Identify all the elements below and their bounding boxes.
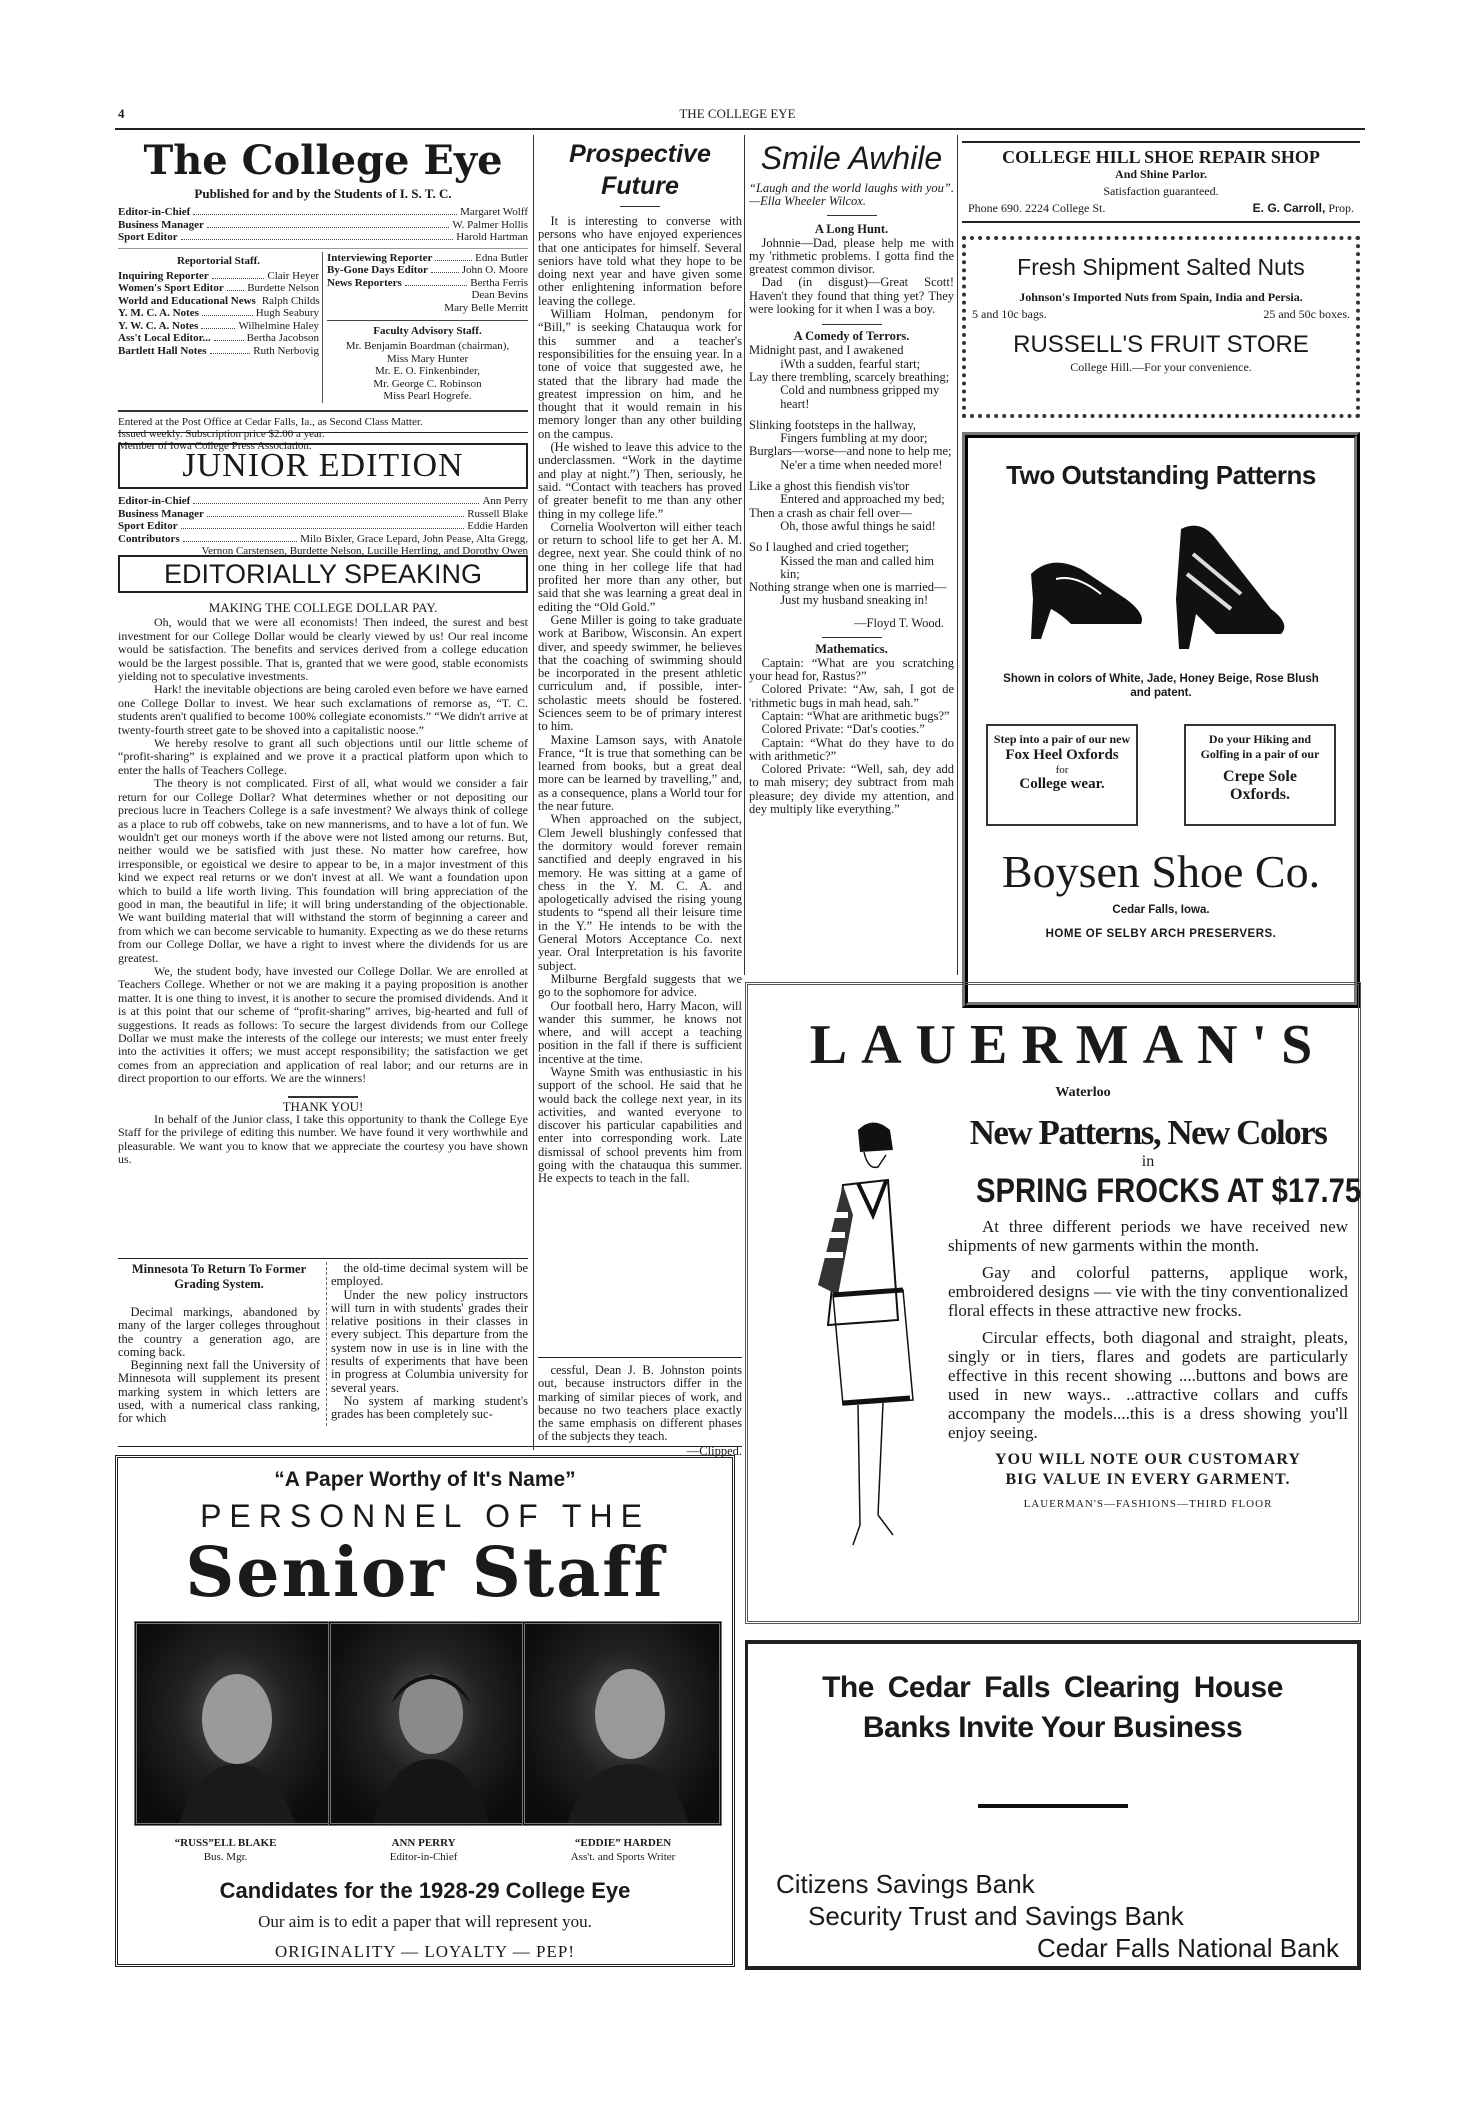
lauerman-body: [948, 1217, 1348, 1442]
caption-name: ANN PERRY: [391, 1837, 456, 1849]
text-line: the old-time decimal system will be employed.: [331, 1262, 528, 1289]
text-line: The theory is not complicated. First of all, what would we consider a fair return for our College Dollar? What determines whether or not depositing our precious lucre in Teachers College is a safe investment? We always think of college as a place to rub off cobwebs, take on new mannerisms, and to have a lot of fun. We wouldn't get our moneys worth if the above were not listed among our returns. But, neither would we be satisfied with just these. No matter how carefree, how irresponsible, or egoistical we desire to appear to be, in a major investment of this kind we expect real returns or we don't invest at all. We want a foundation upon which to build a life worth living. This foundation will bring appreciation of the good in man, the beautiful in life; it will bring understanding of the objectionable. We want building material that will withstand the storm of beginning a career and from which we can become servicable to humanity. Expecting as we do these returns from our College Dollar, we have a right to invest where the dividends for us are greatest.: [118, 776, 528, 965]
staff-row: [118, 282, 319, 295]
poem-line: Fingers fumbling at my door;: [780, 431, 928, 446]
staff-role: Sport Editor: [118, 520, 178, 532]
staff-role: Business Manager: [118, 507, 204, 520]
nuts-bags: 5 and 10c bags.: [972, 307, 1047, 321]
staff-role: Inquiring Reporter: [118, 269, 209, 282]
poem-line: Cold and numbness gripped my heart!: [780, 383, 940, 411]
staff-name: John O. Moore: [461, 264, 528, 276]
page-number: 4: [118, 106, 125, 121]
text-line: Wayne Smith was enthusiastic in his support of the school. He said that he would back the college next year, in its activities, and wanted everyone to discover his particular capabilities and enter into corresponding work. Late dismissal of school prevents him from going with the chatauqua this summer. He expects to teach in the fall.: [538, 1065, 742, 1186]
banks-headline-line1: The Cedar Falls Clearing House: [822, 1671, 1283, 1704]
junior-staff-list: [118, 495, 528, 545]
leader-dots: [202, 307, 253, 316]
photo-russell-blake: [134, 1621, 334, 1826]
divider: [538, 1357, 742, 1358]
text-line: Dean Bevins: [471, 289, 528, 301]
fox-heel-name: Fox Heel Oxfords: [1005, 747, 1119, 763]
crepe-sole-name: Crepe Sole Oxfords.: [1223, 768, 1297, 803]
staff-row: [118, 332, 319, 345]
bank-cedar-falls-national: Cedar Falls National Bank: [1036, 1933, 1339, 1963]
staff-row: [118, 295, 319, 308]
junior-edition-banner: JUNIOR EDITION: [118, 443, 528, 489]
text-line: Mr. E. O. Finkenbinder,: [375, 365, 480, 377]
staff-row: [118, 508, 528, 521]
faculty-list: [327, 340, 528, 403]
senior-staff-ad: [115, 1455, 735, 1967]
nuts-store-name: RUSSELL'S FRUIT STORE: [1013, 331, 1309, 358]
shoe-icon: [1031, 563, 1142, 639]
staff-role: Editor-in-Chief: [118, 206, 191, 218]
caption-role: Ass't. and Sports Writer: [570, 1851, 676, 1863]
minnesota-continued: [538, 1364, 742, 1459]
staff-row: [118, 231, 528, 244]
text-line: Issued weekly. Subscription price $2.00 a year.: [118, 427, 325, 440]
text-line: When approached on the subject, Clem Jewell blushingly confessed that the dormitory would forever remain sanctified and deeply engraved in his memory. He was sitting at a game of chess in the Y. M. C. A. and apologetically advised the rising young students to “spend all their leisure time in the Y.” He intends to be with the General Motors Acceptance Co. next year. Oral Interpretation is his favorite subject.: [538, 812, 742, 973]
russells-fruit-store-ad: [962, 236, 1360, 418]
leader-dots: [193, 206, 457, 215]
caption-role: Bus. Mgr.: [203, 1851, 248, 1863]
staff-row: [118, 320, 319, 333]
boysen-title: Two Outstanding Patterns: [1006, 460, 1316, 490]
text-line: (He wished to leave this advice to the underclassmen. “Work in the daytime and play at night.”) Then, seriously, he said. “Contact with teachers has proved of greater benefit to me than any other thing in my college life.”: [538, 440, 742, 521]
staff-row: [118, 307, 319, 320]
text-line: Member of Iowa College Press Association.: [118, 439, 312, 452]
staff-row: [118, 495, 528, 508]
senior-aim: Our aim is to edit a paper that will represent you.: [258, 1912, 592, 1931]
shoe-repair-ad: [962, 141, 1360, 223]
staff-name: Eddie Harden: [467, 520, 528, 532]
staff-role: Women's Sport Editor: [118, 282, 224, 294]
senior-motto: ORIGINALITY — LOYALTY — PEP!: [275, 1942, 575, 1961]
staff-name: Harold Hartman: [456, 231, 528, 243]
poem-line: Ne'er a time when needed more!: [780, 457, 943, 472]
shoe-repair-owner: E. G. Carroll,: [1252, 201, 1326, 215]
lauermans-ad: [745, 982, 1361, 1624]
thanks-text: In behalf of the Junior class, I take this opportunity to thank the College Eye Staff for the privilege of editing this number. We have found it very worthwhile and pleasurable. We want you to know that we appreciate the courtesy you have shown us.: [118, 1112, 528, 1167]
senior-line2: Senior Staff: [185, 1533, 665, 1613]
text-line: At three different periods we have received new shipments of new garments within the month.: [948, 1217, 1348, 1255]
text-line: Captain: “What are arithmetic bugs?”: [761, 708, 950, 723]
poem-line: Entered and approached my bed;: [780, 492, 945, 507]
staff-row: [118, 533, 528, 546]
poem-credit: —Floyd T. Wood.: [854, 615, 944, 630]
staff-row: [118, 345, 319, 358]
staff-name: W. Palmer Hollis: [452, 218, 528, 231]
staff-role: By-Gone Days Editor: [327, 264, 428, 276]
text-line: Circular effects, both diagonal and straight, pleats, singly or in tiers, flares and godets are particularly effective in this recent showing ....buttons and bows are used in new ways.. ..attractive collars and cuffs accompany the models....this is a dress showing you'll enjoy seeing.: [948, 1328, 1348, 1442]
column-divider: [744, 135, 745, 975]
boysen-footer: HOME OF SELBY ARCH PRESERVERS.: [1045, 928, 1277, 940]
text-line: Miss Pearl Hogrefe.: [383, 390, 472, 402]
text-line: Entered at the Post Office at Cedar Falls, Ia., as Second Class Matter.: [118, 415, 423, 428]
text-line: Colored Private: “Well, sah, dey add to mah misery; dey subtract from mah pleasure; dey divide my attention, and dey multiply like everything.”: [749, 762, 954, 816]
staff-name: Bertha Jacobson: [246, 332, 319, 344]
staff-name: Ruth Nerbovig: [253, 344, 319, 357]
shoe-repair-tagline: Satisfaction guaranteed.: [1103, 184, 1219, 198]
poem-line: So I laughed and cried together;: [749, 540, 910, 555]
text-line: Beginning next fall the University of Minnesota will supplement its present marking system in which letters are used, with a numerical class ranking, for which: [118, 1358, 320, 1426]
staff-role: Bartlett Hall Notes: [118, 344, 207, 357]
poem-line: Nothing strange when one is married—: [749, 580, 947, 595]
faculty-heading: Faculty Advisory Staff.: [373, 325, 482, 337]
senior-line1: PERSONNEL OF THE: [200, 1498, 650, 1534]
caption-role: Editor-in-Chief: [389, 1851, 458, 1863]
poem-stanza: [749, 480, 954, 533]
poem-stanza: [749, 541, 954, 607]
long-hunt-title: A Long Hunt.: [814, 221, 889, 236]
staff-role: Sport Editor: [118, 231, 178, 243]
nuts-tagline: College Hill.—For your convenience.: [1070, 360, 1252, 374]
masthead: [118, 138, 528, 452]
crepe-sole-box: [1184, 724, 1336, 826]
staff-role: World and Educational News: [118, 294, 256, 307]
reportorial-right-list: [327, 252, 528, 290]
fox-heel-line: Step into a pair of our new: [993, 732, 1131, 746]
leader-dots: [207, 508, 464, 517]
banks-headline-line2: Banks Invite Your Business: [862, 1711, 1243, 1744]
staff-role: Business Manager: [118, 218, 204, 231]
bank-security-trust: Security Trust and Savings Bank: [808, 1901, 1184, 1931]
text-line: Dad (in disgust)—Great Scott! Haven't they found that thing yet? They were looking for it when I was a boy.: [749, 275, 954, 317]
prospective-body: [538, 215, 742, 1186]
staff-name: Ralph Childs: [261, 294, 320, 307]
text-line: Hark! the inevitable objections are being caroled even before we have earned one College Dollar to invest. We hear such exclamations of remorse as, “T. C. students aren't qualified to become 100% collegiate economists.” “We didn't arrive at twenty-fourth street gate to be shoved into a capitalistic noose.”: [118, 682, 528, 737]
smile-quote: “Laugh and the world laughs with you”.—Ella Wheeler Wilcox.: [749, 181, 954, 209]
lauerman-city: Waterloo: [1055, 1085, 1111, 1100]
smile-awhile-article: [749, 138, 954, 1043]
lauerman-footer: LAUERMAN'S—FASHIONS—THIRD FLOOR: [1023, 1498, 1273, 1510]
caption-name: “RUSS”ELL BLAKE: [174, 1837, 277, 1849]
staff-name: Milo Bixler, Grace Lepard, John Pease, Alta Gregg,: [300, 532, 528, 545]
junior-staff: [118, 495, 528, 558]
staff-role: News Reporters: [327, 276, 402, 289]
text-line: Gay and colorful patterns, applique work, embroidered designs — vie with the tiny conventionalized floral effects in these attractive new frocks.: [948, 1263, 1348, 1320]
editorial-article: [118, 601, 528, 1251]
text-line: BIG VALUE IN EVERY GARMENT.: [1005, 1471, 1291, 1488]
staff-row: [327, 252, 528, 265]
leader-dots: [193, 495, 479, 504]
text-line: Milburne Bergfald suggests that we go to the sophomore for advice.: [538, 971, 742, 1000]
running-head: THE COLLEGE EYE: [679, 106, 796, 121]
leader-dots: [210, 345, 251, 354]
staff-row: [327, 264, 528, 277]
staff-name: Hugh Seabury: [255, 307, 319, 319]
fashion-illustration: [798, 1115, 933, 1555]
fox-heel-wear: College wear.: [1019, 776, 1105, 792]
leader-dots: [181, 231, 454, 240]
text-line: Cornelia Woolverton will either teach or return to school life to get her A. M. degree, next year. She could think of no one thing in her college life that had profited her more than any other, but said that she was learning a great deal in editing the “Old Gold.”: [538, 519, 742, 614]
news-reporters-extra: [327, 289, 528, 314]
text-line: Gene Miller is going to take graduate work at Baribow, Wisconsin. An expert diver, and speedy swimmer, he believes that the coaching of swimming should be incorporated in the present athletic curriculum and, if possible, inter-scholastic meets should be fostered. Sciences seem to be of primary interest to him.: [538, 612, 742, 734]
minnesota-headline: Minnesota To Return To Former Grading System.: [131, 1262, 307, 1291]
text-line: Our football hero, Harry Macon, will wander this summer, he knows not where, and will accept a teaching position in the fall if there is sufficient incentive at the time.: [538, 998, 742, 1066]
photo-row: [134, 1621, 716, 1826]
text-line: We hereby resolve to grant all such objections until our little scheme of “profit-sharing” is explained and we prove it a practical platform upon which to enter the halls of Teachers College.: [118, 736, 528, 777]
lauerman-price-line: SPRING FROCKS AT $17.75: [976, 1172, 1362, 1210]
staff-name: Clair Heyer: [267, 269, 319, 282]
poem-line: Kissed the man and called him kin;: [780, 553, 935, 581]
text-line: YOU WILL NOTE OUR CUSTOMARY: [995, 1451, 1301, 1468]
staff-name: Margaret Wolff: [460, 206, 528, 218]
text-line: cessful, Dean J. B. Johnston points out, because instructors differ in the marking of similar pieces of work, and because no two teachers place exactly the same emphasis on different phases of the subjects they teach.: [538, 1363, 742, 1444]
nuts-boxes: 25 and 50c boxes.: [1263, 307, 1350, 321]
masthead-staff-list: [118, 206, 528, 244]
poem-line: Midnight past, and I awakened: [749, 343, 904, 358]
thanks-title: THANK YOU!: [282, 1098, 364, 1114]
minnesota-article: [118, 1262, 528, 1440]
senior-quote: “A Paper Worthy of It's Name”: [274, 1468, 576, 1491]
senior-candidates: Candidates for the 1928-29 College Eye: [219, 1878, 631, 1903]
reportorial-left-list: [118, 270, 319, 358]
poem-line: Then a crash as chair fell over—: [749, 505, 913, 520]
staff-name: Edna Butler: [475, 251, 528, 264]
shoe-repair-address: Phone 690. 2224 College St.: [968, 201, 1106, 215]
poem-line: Just my husband sneaking in!: [780, 593, 929, 608]
clipped-credit: —Clipped.: [686, 1443, 742, 1458]
poem-line: Lay there trembling, scarcely breathing;: [749, 369, 950, 384]
divider: [118, 432, 528, 433]
photo-ann-perry: [328, 1621, 528, 1826]
poem-line: iWth a sudden, fearful start;: [780, 356, 921, 371]
header-rule: [115, 128, 1365, 130]
staff-role: Contributors: [118, 532, 180, 545]
staff-name: Bertha Ferris: [470, 276, 528, 289]
text-line: Captain: “What do they have to do with arithmetic?”: [749, 735, 954, 763]
text-line: Johnnie—Dad, please help me with my 'rithmetic problems. I gotta find the greatest common divisor.: [749, 235, 954, 277]
photo-eddie-harden: [522, 1621, 722, 1826]
divider: [118, 1258, 528, 1259]
minnesota-col1: [118, 1306, 320, 1426]
text-line: It is interesting to converse with persons who have enjoyed experiences that one anticipates for himself. Several seniors have told what they hope to be doing next year and have given some other enlightening information before leaving the college.: [538, 214, 742, 308]
boysen-city: Cedar Falls, Iowa.: [1112, 904, 1210, 916]
text-line: Mr. Benjamin Boardman (chairman),: [345, 340, 510, 352]
leader-dots: [405, 277, 467, 286]
nuts-title: Fresh Shipment Salted Nuts: [1017, 254, 1305, 280]
prospective-title: Prospective Future: [569, 140, 711, 200]
fox-heel-box: [986, 724, 1138, 826]
lauerman-headline: New Patterns, New Colors: [969, 1113, 1327, 1152]
text-line: Colored Private: “Dat's cooties.”: [761, 722, 925, 737]
math-title: Mathematics.: [815, 641, 888, 656]
column-divider: [957, 135, 958, 975]
staff-role: Editor-in-Chief: [118, 495, 191, 507]
minnesota-col2: [326, 1262, 528, 1426]
staff-row: [118, 270, 319, 283]
nuts-line: Johnson's Imported Nuts from Spain, India and Persia.: [1019, 290, 1303, 304]
text-line: We, the student body, have invested our College Dollar. We are enrolled at Teachers College. Whether or not we are making it a paying proposition is another matter. It is one thing to invest, it is another to secure the promised dividends. And it is at this point that our scheme of “profit-sharing” arrives, big-hearted and full of suggestions. It reads as follows: To secure the largest dividends from our College Dollar we must make the interests of the college our interests; we must enter freely into the activities it offers; we must accept responsibility; the satisfaction we get comes from an appreciation and application of real labor; and our returns are in direct proportion to our efforts. We are the winners!: [118, 963, 528, 1086]
bank-citizens: Citizens Savings Bank: [776, 1869, 1035, 1899]
leader-dots: [181, 520, 465, 529]
text-line: Maxine Lamson says, with Anatole France, “It is true that something can be learned from books, but a great deal more can be learned by travelling,” and, as a consequence, plans a World tour for the near future.: [538, 732, 742, 814]
boysen-colors: Shown in colors of White, Jade, Honey Beige, Rose Blush and patent.: [1003, 673, 1319, 699]
text-line: Decimal markings, abandoned by many of the larger colleges throughout the country a generation ago, are coming back.: [118, 1305, 320, 1359]
caption-name: “EDDIE” HARDEN: [574, 1837, 672, 1849]
shoe-icon: [1176, 526, 1284, 649]
leader-dots: [207, 219, 449, 228]
staff-row: [118, 520, 528, 533]
staff-name: Russell Blake: [467, 507, 528, 520]
shoe-repair-subtitle: And Shine Parlor.: [1115, 167, 1207, 181]
leader-dots: [435, 252, 472, 261]
poem-stanza: [749, 344, 954, 410]
smile-title: Smile Awhile: [760, 140, 943, 176]
staff-name: Wilhelmine Haley: [238, 319, 319, 332]
poem: [749, 344, 954, 607]
staff-name: Ann Perry: [482, 495, 528, 507]
masthead-title: The College Eye: [143, 137, 503, 184]
shoe-repair-owner-suffix: Prop.: [1328, 201, 1354, 215]
poem-line: Slinking footsteps in the hallway,: [749, 417, 916, 432]
text-line: Miss Mary Hunter: [386, 352, 469, 365]
poem-line: Like a ghost this fiendish vis'tor: [749, 479, 910, 494]
text-line: Mary Belle Merritt: [444, 301, 528, 314]
contributors-cont: Vernon Carstensen, Burdette Nelson, Lucille Herrling, and Dorothy Owen: [201, 545, 528, 557]
poem-line: Burglars—worse—and none to help me;: [749, 444, 952, 459]
clearing-house-banks-ad: [745, 1640, 1361, 1970]
reportorial-heading: Reportorial Staff.: [176, 254, 261, 267]
staff-name: Burdette Nelson: [247, 282, 319, 294]
lauerman-in: in: [1141, 1153, 1155, 1170]
leader-dots: [214, 332, 244, 341]
editorial-title: MAKING THE COLLEGE DOLLAR PAY.: [208, 601, 438, 615]
leader-dots: [183, 533, 298, 542]
text-line: William Holman, pendonym for “Bill,” is seeking Chatauqua work for this summer and a teacher's responsibilities for the ensuing year. In a tone of voice that suggested awe, he stated that the library had made the greatest impression on him, and he thought that it would remain in his memory longer than any other building on the campus.: [538, 307, 742, 441]
editorial-body: [118, 616, 528, 1085]
long-hunt-body: [749, 237, 954, 317]
boysen-name: Boysen Shoe Co.: [1001, 846, 1321, 897]
poem-stanza: [749, 419, 954, 472]
divider: [118, 1446, 742, 1447]
photo-captions: [118, 1836, 732, 1864]
fox-heel-for: for: [1055, 764, 1069, 776]
minnesota-col3: [538, 1364, 742, 1444]
shoe-repair-title: COLLEGE HILL SHOE REPAIR SHOP: [1002, 147, 1320, 167]
text-line: Under the new policy instructors will turn in with students' grades their relative positions in their classes in every subject. This departure from the system now in use is in line with the results of experiments that have been in progress at Columbia university for several years.: [331, 1287, 528, 1395]
lauerman-copy: [948, 1113, 1362, 1510]
text-line: Mr. George C. Robinson: [373, 377, 482, 390]
shoe-illustration: [1011, 499, 1311, 659]
masthead-subtitle: Published for and by the Students of I. S. T. C.: [194, 186, 452, 201]
staff-role: Y. W. C. A. Notes: [118, 319, 199, 332]
column-divider: [533, 135, 534, 1450]
text-line: Oh, would that we were all economists! Then indeed, the surest and best investment for our College Dollar would be clearly viewed by us! Our real income would be satisfaction. The benefits and services derived from a college education would be the largest possible. That is, granted that we were good, stable economists yielding not to speculative investments.: [118, 615, 528, 684]
boysen-shoe-ad: [962, 432, 1360, 1008]
leader-dots: [431, 264, 459, 273]
staff-role: Interviewing Reporter: [327, 251, 433, 264]
crepe-sole-line: Do your Hiking and Golfing in a pair of our: [1200, 732, 1320, 761]
leader-dots: [201, 320, 235, 329]
leader-dots: [212, 270, 265, 279]
staff-row: [327, 277, 528, 290]
text-line: No system af marking student's grades has been completely suc-: [331, 1393, 528, 1422]
staff-role: Y. M. C. A. Notes: [118, 307, 199, 319]
poem-line: Oh, those awful things he said!: [780, 518, 936, 533]
prospective-future-article: [538, 138, 742, 1353]
staff-row: [118, 219, 528, 232]
lauerman-name: LAUERMAN'S: [809, 1014, 1327, 1076]
lauerman-closing: [948, 1450, 1348, 1490]
comedy-title: A Comedy of Terrors.: [793, 329, 910, 344]
staff-row: [118, 206, 528, 219]
text-line: Captain: “What are you scratching your head for, Rastus?”: [749, 655, 954, 684]
editorially-speaking-banner: EDITORIALLY SPEAKING: [118, 555, 528, 593]
math-body: [749, 657, 954, 817]
text-line: Colored Private: “Aw, sah, I got de 'rithmetic bugs in mah head, sah.”: [749, 682, 954, 710]
leader-dots: [227, 282, 244, 291]
staff-role: Ass't Local Editor...: [118, 332, 211, 344]
